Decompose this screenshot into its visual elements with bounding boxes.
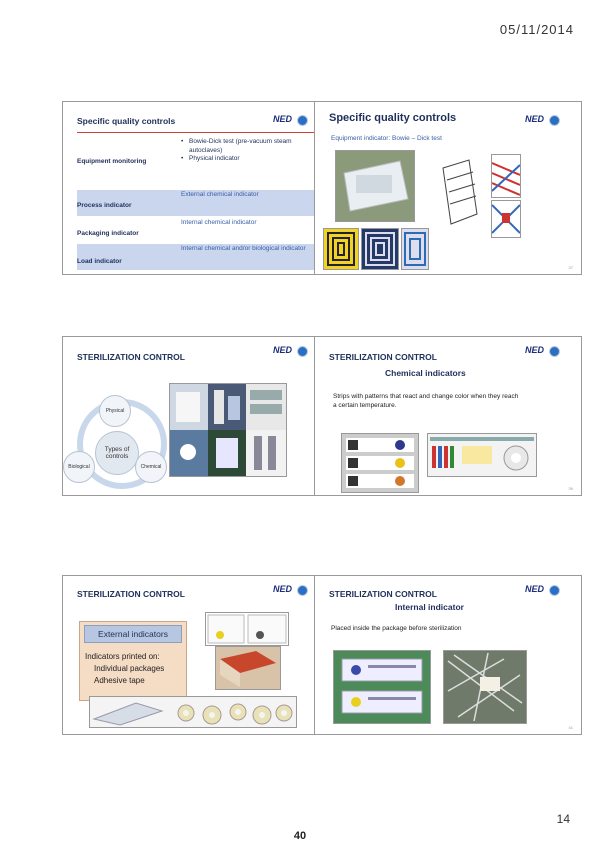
page-number: 14 [556,812,570,826]
slide-quality-controls-table [62,101,330,275]
bowie-dick-diagram [429,158,481,234]
slide-title: STERILIZATION CONTROL [77,352,185,362]
row-label: Load indicator [77,258,122,265]
row-label: Equipment monitoring [77,158,147,165]
table-row [77,218,317,242]
slide-number: 41 [568,725,573,730]
ned-logo: NED [273,114,317,130]
indicator-photo-collage [169,383,287,477]
pattern-blue [401,228,429,270]
bottom-page-number: 40 [293,830,307,842]
test-sheet-unexposed [491,154,521,198]
slide-internal-indicator [314,575,582,735]
box-title: External indicators [84,625,182,643]
slide-chemical-indicators [314,336,582,496]
instrument-tray-photo [443,650,527,724]
slide-bowie-dick [314,101,582,275]
indicator-strips-photo [341,433,419,493]
row-value: Internal chemical and/or biological indicator [181,245,306,252]
ned-logo: NED [525,114,569,130]
slide-text: Strips with patterns that react and change color when they reach a certain temperature. [333,393,519,409]
adhesive-tape-photo [89,696,297,728]
list-item: • Physical indicator [181,155,311,164]
slide-subtitle: Internal indicator [395,602,464,612]
table-row [77,190,317,216]
title-divider [77,132,317,133]
row-value: Internal chemical indicator [181,219,257,226]
slide-subtitle: Equipment indicator: Bowie – Dick test [331,135,442,142]
row-value: External chemical indicator [181,191,259,198]
node-physical: Physical [99,395,131,427]
list-item: Individual packages [94,664,165,673]
pattern-yellow [323,228,359,270]
slide-text: Placed inside the package before sterilization [331,625,462,632]
slide-title: STERILIZATION CONTROL [329,589,437,599]
slide-number: 37 [568,265,573,270]
list-item: • Bowie-Dick test (pre-vacuum steam autoclaves) [181,138,311,155]
node-chemical: Chemical [135,451,167,483]
document-date: 05/11/2014 [499,22,574,37]
printed-package-photo [215,646,281,690]
list-item: Adhesive tape [94,676,145,685]
ned-logo: NED [525,584,569,600]
slide-title: STERILIZATION CONTROL [329,352,437,362]
indicator-label-photo [205,612,289,646]
slide-sterilization-control-types [62,336,330,496]
table-row [77,138,317,186]
ned-logo: NED [273,584,317,600]
internal-indicator-cards-photo [333,650,431,724]
slide-external-indicators [62,575,330,735]
list-item: Indicators printed on: [85,652,160,661]
test-sheet-exposed [491,200,521,238]
pattern-dark [361,228,399,270]
node-biological: Biological [63,451,95,483]
bowie-dick-pack-photo [335,150,415,222]
slide-title: Specific quality controls [329,112,457,124]
center-node: Types of controls [95,431,139,475]
ned-logo: NED [273,345,317,361]
ned-logo: NED [525,345,569,361]
external-indicators-box [79,621,187,701]
slide-title: STERILIZATION CONTROL [77,589,185,599]
row-label: Packaging indicator [77,230,139,237]
slide-title: Specific quality controls [77,116,176,126]
indicator-products-photo [427,433,537,477]
slide-subtitle: Chemical indicators [385,368,466,378]
slide-number: 39 [568,486,573,491]
row-label: Process indicator [77,202,132,209]
table-row [77,244,317,270]
